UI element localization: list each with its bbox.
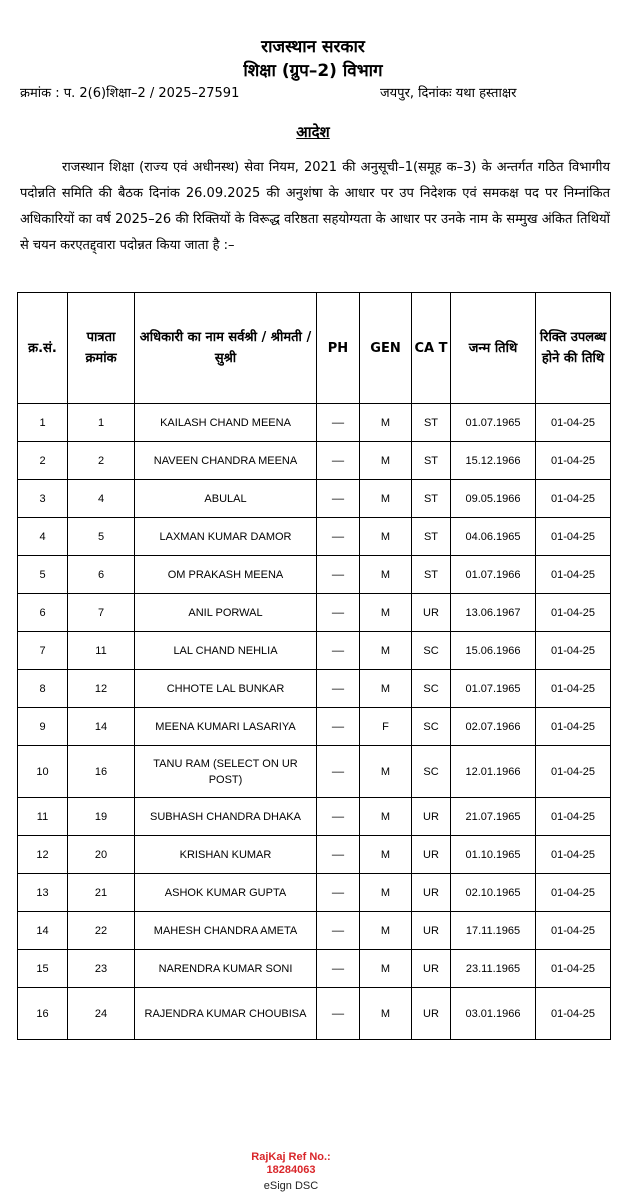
cell-name: MAHESH CHANDRA AMETA bbox=[135, 912, 317, 950]
table-row bbox=[18, 798, 611, 836]
cell-eligibility: 14 bbox=[68, 708, 135, 746]
cell-name: OM PRAKASH MEENA bbox=[135, 556, 317, 594]
cell-sno: 7 bbox=[18, 632, 68, 670]
cell-cat: UR bbox=[412, 912, 451, 950]
cell-gen: M bbox=[360, 798, 412, 836]
cell-gen: M bbox=[360, 404, 412, 442]
cell-ph: –– bbox=[317, 442, 360, 480]
cell-cat: ST bbox=[412, 556, 451, 594]
order-heading bbox=[0, 122, 626, 142]
cell-cat: SC bbox=[412, 632, 451, 670]
cell-ph: –– bbox=[317, 950, 360, 988]
cell-dob: 23.11.1965 bbox=[451, 950, 536, 988]
cell-gen: M bbox=[360, 912, 412, 950]
cell-gen: M bbox=[360, 836, 412, 874]
cell-eligibility: 6 bbox=[68, 556, 135, 594]
cell-dob: 15.06.1966 bbox=[451, 632, 536, 670]
cell-name: KRISHAN KUMAR bbox=[135, 836, 317, 874]
government-title: राजस्थान सरकार bbox=[261, 37, 365, 57]
cell-ph: –– bbox=[317, 708, 360, 746]
rajkaj-number: 18284063 bbox=[266, 1164, 316, 1176]
cell-dob: 21.07.1965 bbox=[451, 798, 536, 836]
cell-eligibility: 21 bbox=[68, 874, 135, 912]
header-dob: जन्म तिथि bbox=[451, 293, 536, 404]
header-gen: GEN bbox=[360, 293, 412, 404]
table-row bbox=[18, 836, 611, 874]
cell-dob: 02.10.1965 bbox=[451, 874, 536, 912]
cell-eligibility: 16 bbox=[68, 746, 135, 798]
cell-sno: 2 bbox=[18, 442, 68, 480]
cell-ph: –– bbox=[317, 746, 360, 798]
table-row bbox=[18, 708, 611, 746]
cell-eligibility: 23 bbox=[68, 950, 135, 988]
header-vacancy: रिक्ति उपलब्ध होने की तिथि bbox=[536, 293, 611, 404]
cell-cat: UR bbox=[412, 988, 451, 1040]
cell-vacancy: 01-04-25 bbox=[536, 556, 611, 594]
cell-gen: M bbox=[360, 746, 412, 798]
cell-gen: M bbox=[360, 594, 412, 632]
cell-sno: 8 bbox=[18, 670, 68, 708]
cell-gen: M bbox=[360, 442, 412, 480]
header-name: अधिकारी का नाम सर्वश्री / श्रीमती / सुश्री bbox=[135, 293, 317, 404]
header-cat: CA T bbox=[412, 293, 451, 404]
table-header-row bbox=[18, 293, 611, 404]
cell-ph: –– bbox=[317, 670, 360, 708]
cell-sno: 5 bbox=[18, 556, 68, 594]
cell-dob: 17.11.1965 bbox=[451, 912, 536, 950]
cell-cat: ST bbox=[412, 404, 451, 442]
cell-eligibility: 11 bbox=[68, 632, 135, 670]
cell-vacancy: 01-04-25 bbox=[536, 746, 611, 798]
cell-cat: UR bbox=[412, 950, 451, 988]
cell-vacancy: 01-04-25 bbox=[536, 670, 611, 708]
cell-gen: M bbox=[360, 480, 412, 518]
cell-gen: M bbox=[360, 988, 412, 1040]
cell-gen: M bbox=[360, 518, 412, 556]
cell-ph: –– bbox=[317, 836, 360, 874]
cell-gen: M bbox=[360, 874, 412, 912]
cell-cat: UR bbox=[412, 594, 451, 632]
cell-sno: 13 bbox=[18, 874, 68, 912]
cell-sno: 3 bbox=[18, 480, 68, 518]
table-row bbox=[18, 670, 611, 708]
cell-sno: 1 bbox=[18, 404, 68, 442]
cell-cat: SC bbox=[412, 746, 451, 798]
cell-vacancy: 01-04-25 bbox=[536, 836, 611, 874]
cell-sno: 14 bbox=[18, 912, 68, 950]
cell-name: KAILASH CHAND MEENA bbox=[135, 404, 317, 442]
cell-vacancy: 01-04-25 bbox=[536, 632, 611, 670]
table-row bbox=[18, 404, 611, 442]
cell-ph: –– bbox=[317, 556, 360, 594]
cell-name: ASHOK KUMAR GUPTA bbox=[135, 874, 317, 912]
cell-eligibility: 5 bbox=[68, 518, 135, 556]
cell-ph: –– bbox=[317, 404, 360, 442]
table-row bbox=[18, 912, 611, 950]
cell-dob: 01.07.1965 bbox=[451, 670, 536, 708]
cell-sno: 4 bbox=[18, 518, 68, 556]
promotion-table bbox=[17, 292, 611, 1040]
cell-name: RAJENDRA KUMAR CHOUBISA bbox=[135, 988, 317, 1040]
header-sno: क्र.सं. bbox=[18, 293, 68, 404]
rajkaj-label: RajKaj Ref No.: bbox=[251, 1151, 331, 1163]
table-row bbox=[18, 442, 611, 480]
cell-sno: 11 bbox=[18, 798, 68, 836]
header-eligibility: पात्रता क्रमांक bbox=[68, 293, 135, 404]
table-row bbox=[18, 874, 611, 912]
header-ph: PH bbox=[317, 293, 360, 404]
cell-name: NARENDRA KUMAR SONI bbox=[135, 950, 317, 988]
cell-name: NAVEEN CHANDRA MEENA bbox=[135, 442, 317, 480]
rajkaj-reference bbox=[226, 1151, 356, 1177]
cell-eligibility: 2 bbox=[68, 442, 135, 480]
cell-ph: –– bbox=[317, 632, 360, 670]
cell-vacancy: 01-04-25 bbox=[536, 708, 611, 746]
cell-cat: ST bbox=[412, 518, 451, 556]
esign-label: eSign DSC bbox=[263, 1180, 319, 1192]
cell-cat: SC bbox=[412, 670, 451, 708]
cell-name: LAXMAN KUMAR DAMOR bbox=[135, 518, 317, 556]
cell-cat: UR bbox=[412, 874, 451, 912]
cell-vacancy: 01-04-25 bbox=[536, 518, 611, 556]
cell-cat: ST bbox=[412, 442, 451, 480]
cell-vacancy: 01-04-25 bbox=[536, 798, 611, 836]
cell-dob: 12.01.1966 bbox=[451, 746, 536, 798]
cell-sno: 10 bbox=[18, 746, 68, 798]
cell-gen: M bbox=[360, 556, 412, 594]
cell-eligibility: 4 bbox=[68, 480, 135, 518]
cell-dob: 03.01.1966 bbox=[451, 988, 536, 1040]
cell-gen: M bbox=[360, 950, 412, 988]
cell-vacancy: 01-04-25 bbox=[536, 874, 611, 912]
cell-ph: –– bbox=[317, 798, 360, 836]
order-title: आदेश bbox=[296, 123, 330, 141]
cell-eligibility: 24 bbox=[68, 988, 135, 1040]
cell-vacancy: 01-04-25 bbox=[536, 594, 611, 632]
cell-name: LAL CHAND NEHLIA bbox=[135, 632, 317, 670]
cell-gen: M bbox=[360, 632, 412, 670]
place-date: जयपुर, दिनांकः यथा हस्ताक्षर bbox=[380, 86, 517, 101]
cell-eligibility: 7 bbox=[68, 594, 135, 632]
table-row bbox=[18, 480, 611, 518]
cell-cat: SC bbox=[412, 708, 451, 746]
cell-eligibility: 12 bbox=[68, 670, 135, 708]
cell-sno: 9 bbox=[18, 708, 68, 746]
cell-name: ABULAL bbox=[135, 480, 317, 518]
department-title: शिक्षा (ग्रुप–2) विभाग bbox=[243, 61, 383, 81]
cell-vacancy: 01-04-25 bbox=[536, 480, 611, 518]
cell-eligibility: 22 bbox=[68, 912, 135, 950]
cell-vacancy: 01-04-25 bbox=[536, 912, 611, 950]
cell-ph: –– bbox=[317, 594, 360, 632]
cell-dob: 09.05.1966 bbox=[451, 480, 536, 518]
cell-vacancy: 01-04-25 bbox=[536, 404, 611, 442]
cell-ph: –– bbox=[317, 988, 360, 1040]
cell-gen: M bbox=[360, 670, 412, 708]
cell-ph: –– bbox=[317, 912, 360, 950]
cell-dob: 01.07.1965 bbox=[451, 404, 536, 442]
cell-eligibility: 19 bbox=[68, 798, 135, 836]
cell-name: ANIL PORWAL bbox=[135, 594, 317, 632]
cell-vacancy: 01-04-25 bbox=[536, 442, 611, 480]
cell-dob: 04.06.1965 bbox=[451, 518, 536, 556]
cell-ph: –– bbox=[317, 874, 360, 912]
cell-name: CHHOTE LAL BUNKAR bbox=[135, 670, 317, 708]
table-row bbox=[18, 594, 611, 632]
cell-eligibility: 20 bbox=[68, 836, 135, 874]
table-row bbox=[18, 556, 611, 594]
table-row bbox=[18, 518, 611, 556]
cell-sno: 12 bbox=[18, 836, 68, 874]
reference-number: क्रमांक : प. 2(6)शिक्षा–2 / 2025–27591 bbox=[20, 86, 240, 101]
cell-name: MEENA KUMARI LASARIYA bbox=[135, 708, 317, 746]
cell-name: TANU RAM (SELECT ON UR POST) bbox=[135, 746, 317, 798]
cell-cat: ST bbox=[412, 480, 451, 518]
cell-vacancy: 01-04-25 bbox=[536, 988, 611, 1040]
table-row bbox=[18, 988, 611, 1040]
cell-gen: F bbox=[360, 708, 412, 746]
cell-dob: 13.06.1967 bbox=[451, 594, 536, 632]
cell-dob: 01.07.1966 bbox=[451, 556, 536, 594]
cell-sno: 15 bbox=[18, 950, 68, 988]
table-row bbox=[18, 746, 611, 798]
cell-ph: –– bbox=[317, 518, 360, 556]
cell-cat: UR bbox=[412, 798, 451, 836]
order-body: राजस्थान शिक्षा (राज्य एवं अधीनस्थ) सेवा नियम, 2021 की अनुसूची–1(समूह क–3) के अन्तर्गत गठित विभागीय पदोन्नति समिति की बैठक दिनांक 26.09.2025 की अनुशंषा के आधार पर उप निदेशक एवं समकक्ष पद पर निम्नांकित अधिकारियों का वर्ष 2025–26 की रिक्तियों के विरूद्ध वरिष्ठता सहयोग्यता के आधार पर उनके नाम के सम्मुख अंकित तिथियों से चयन करएतद्द्वारा पदोन्नत किया जाता है :– bbox=[20, 160, 610, 253]
cell-eligibility: 1 bbox=[68, 404, 135, 442]
cell-dob: 15.12.1966 bbox=[451, 442, 536, 480]
cell-sno: 16 bbox=[18, 988, 68, 1040]
cell-dob: 01.10.1965 bbox=[451, 836, 536, 874]
cell-cat: UR bbox=[412, 836, 451, 874]
cell-name: SUBHASH CHANDRA DHAKA bbox=[135, 798, 317, 836]
cell-ph: –– bbox=[317, 480, 360, 518]
cell-dob: 02.07.1966 bbox=[451, 708, 536, 746]
cell-vacancy: 01-04-25 bbox=[536, 950, 611, 988]
cell-sno: 6 bbox=[18, 594, 68, 632]
table-row bbox=[18, 950, 611, 988]
table-row bbox=[18, 632, 611, 670]
